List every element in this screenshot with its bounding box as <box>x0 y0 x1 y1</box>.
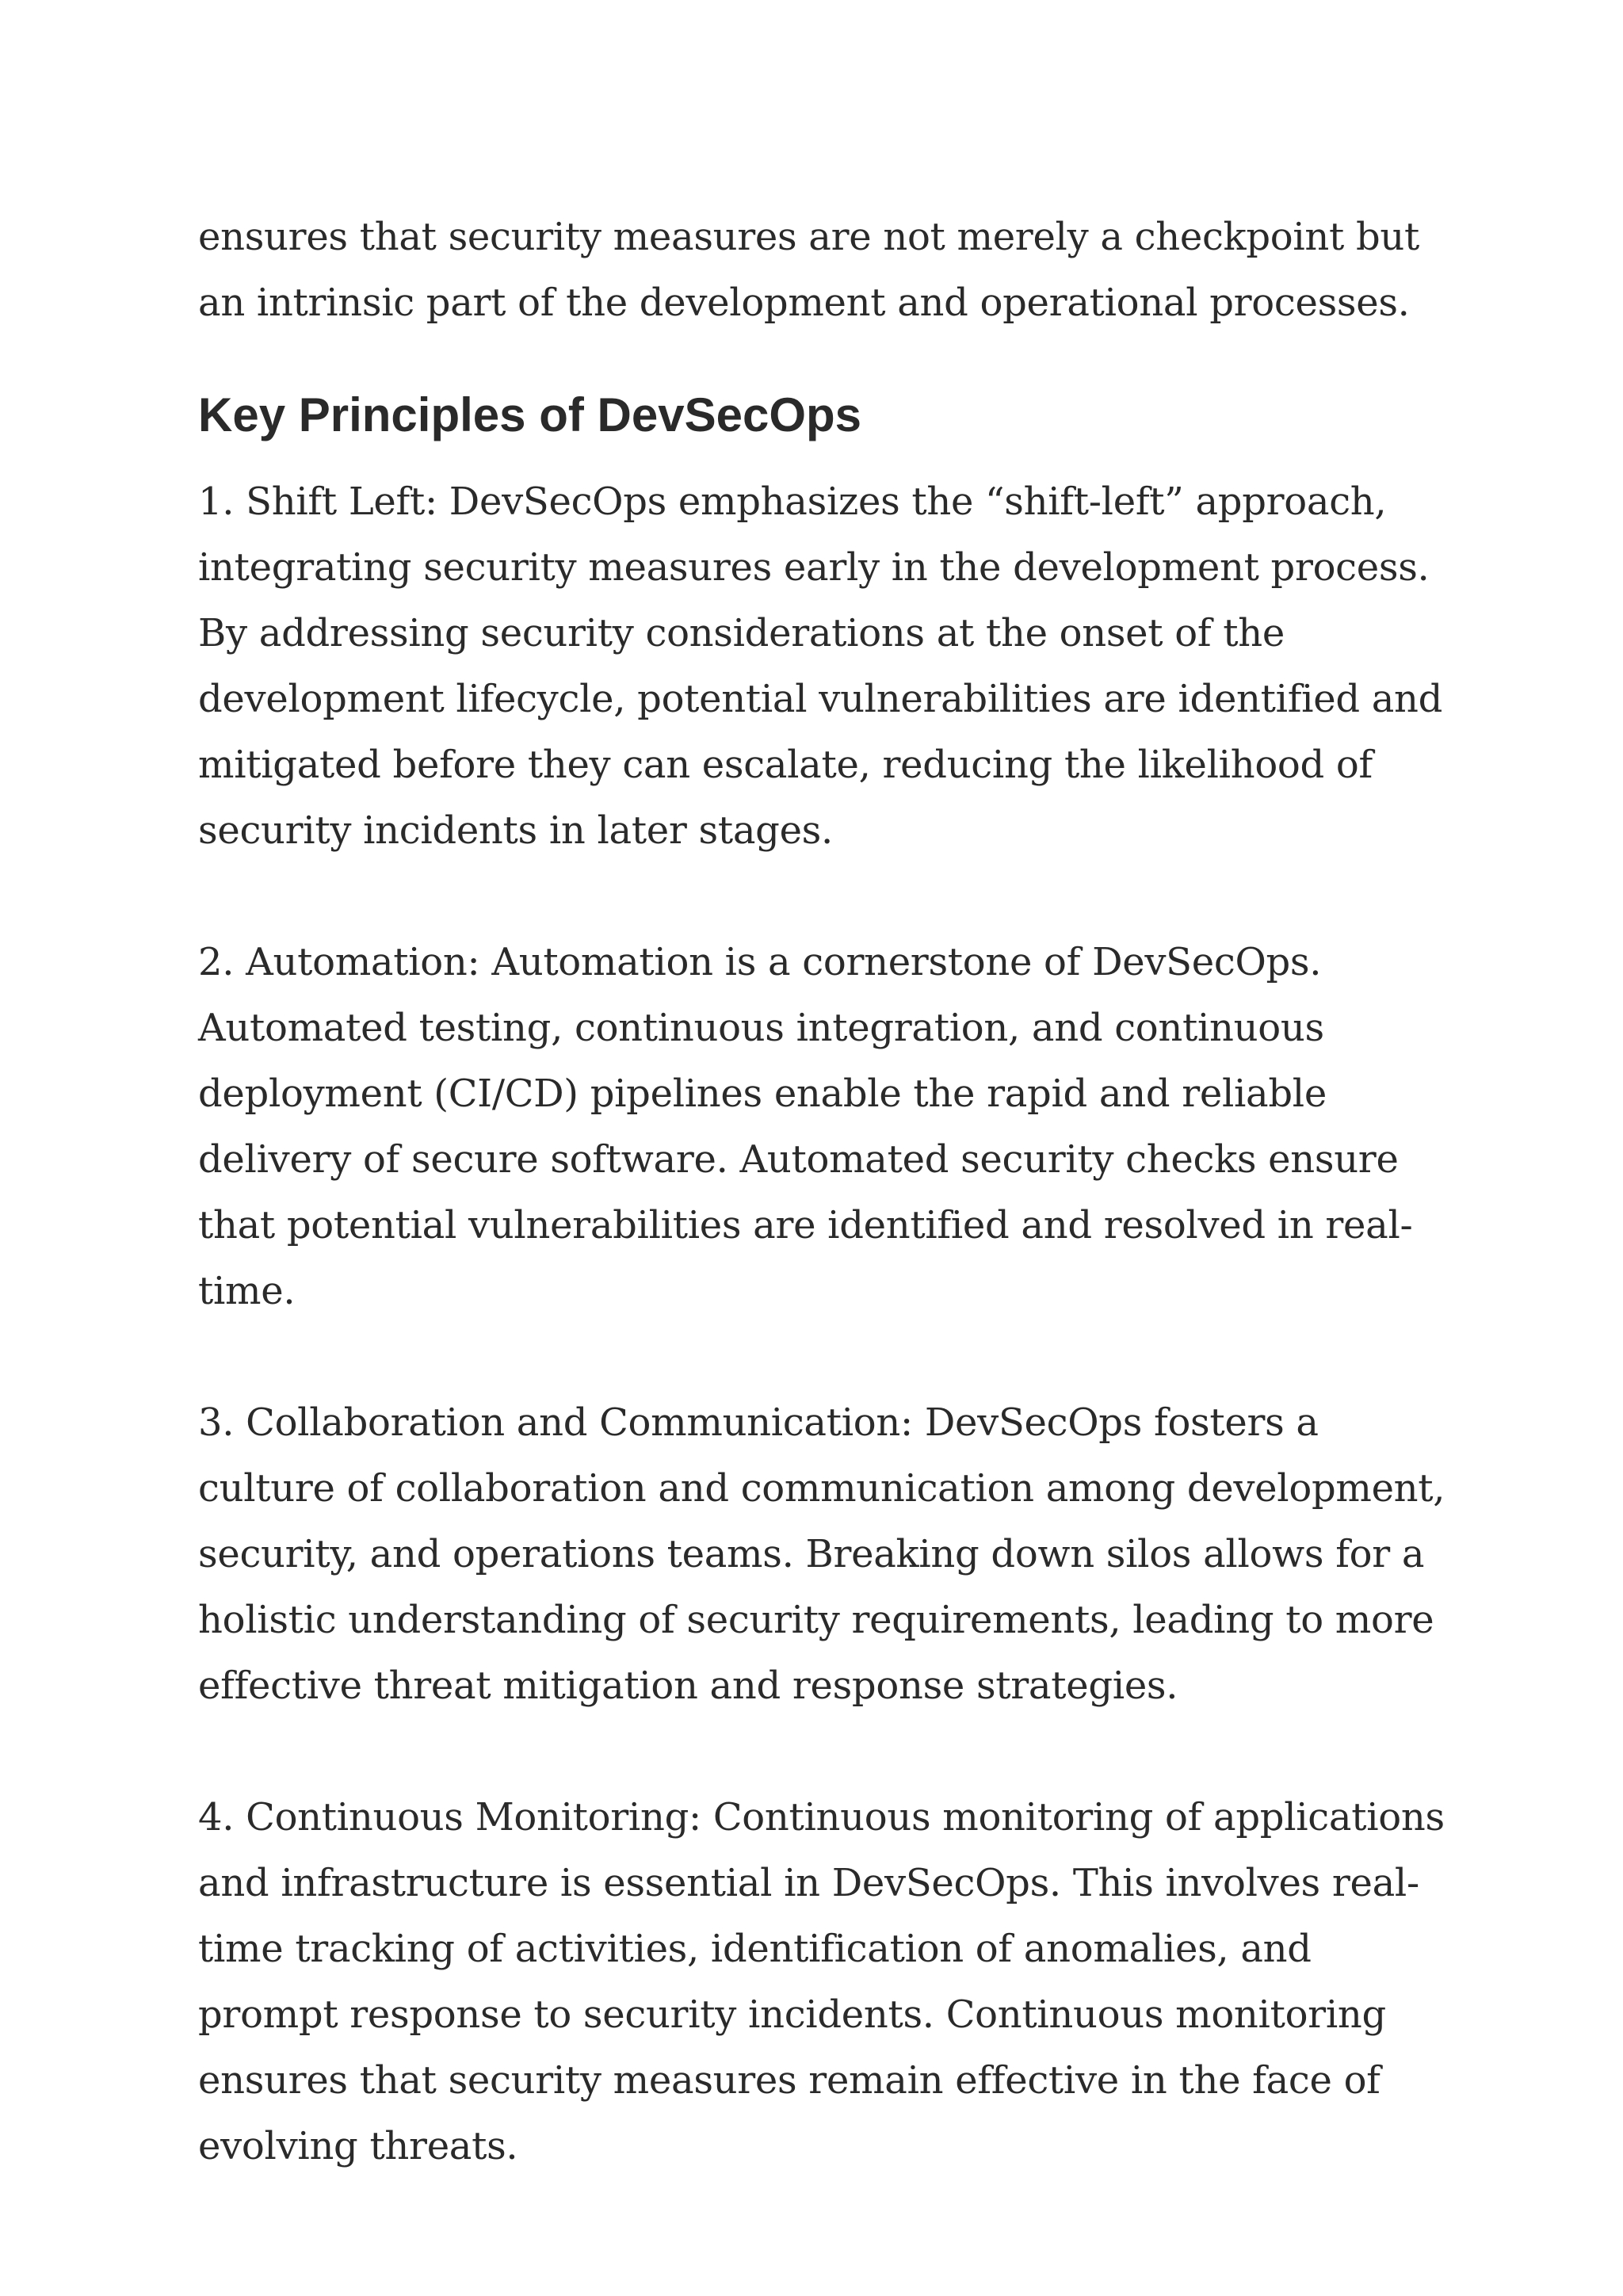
section-heading: Key Principles of DevSecOps <box>198 388 862 441</box>
principle-item: 4. Continuous Monitoring: Continuous monitoring of applications and infrastructure is essential in DevSecOps. This involves real-time tracking of activities, identification of anomalies, and prompt response to security incidents. Continuous monitoring ensures that security measures remain effective in the face of evolving threats. <box>198 1795 1445 2168</box>
principle-item: 3. Collaboration and Communication: DevSecOps fosters a culture of collaboration and communication among development, security, and operations teams. Breaking down silos allows for a holistic understanding of security requirements, leading to more effective threat mitigation and response strategies. <box>198 1400 1445 1708</box>
principle-item: 1. Shift Left: DevSecOps emphasizes the “shift-left” approach, integrating security measures early in the development process. By addressing security considerations at the onset of the development lifecycle, potential vulnerabilities are identified and mitigated before they can escalate, reducing the likelihood of security incidents in later stages. <box>198 479 1443 853</box>
document-page <box>198 204 1450 2179</box>
principles-list <box>198 469 1450 2179</box>
principle-item: 2. Automation: Automation is a cornerstone of DevSecOps. Automated testing, continuous integration, and continuous deployment (CI/CD) pipelines enable the rapid and reliable delivery of secure software. Automated security checks ensure that potential vulnerabilities are identified and resolved in real-time. <box>198 940 1413 1313</box>
intro-paragraph: ensures that security measures are not merely a checkpoint but an intrinsic part of the development and operational processes. <box>198 215 1420 325</box>
